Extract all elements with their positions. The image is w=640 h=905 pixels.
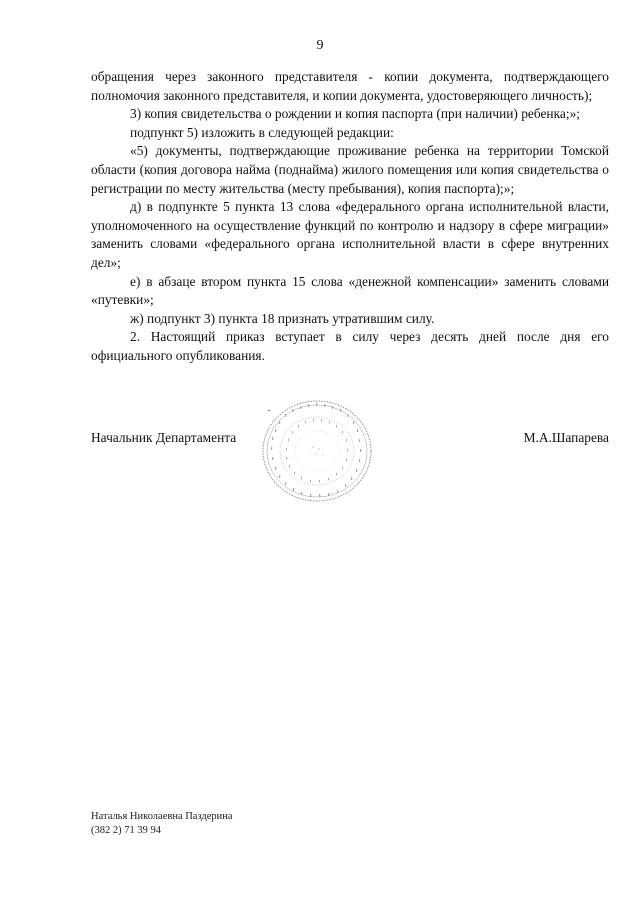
document-body (91, 68, 609, 366)
contact-phone: (382 2) 71 39 94 (91, 824, 161, 836)
page-number: 9 (316, 38, 324, 53)
body-paragraph: обращения через законного представителя - копии документа, подтверждающего полномочия законного представителя, и копии документа, удостоверяющего личность); (91, 69, 609, 103)
body-paragraph: д) в подпункте 5 пункта 13 слова «федерального органа исполнительной власти, уполномоченного на осуществление функций по контролю и надзору в сфере миграции» заменить словами «федерального органа исполнительной власти в сфере внутренних дел»; (91, 199, 609, 270)
signature-block (91, 429, 609, 447)
body-paragraph: подпункт 5) изложить в следующей редакции: (130, 124, 394, 140)
body-paragraph: 2. Настоящий приказ вступает в силу через десять дней после дня его официального опубликования. (91, 329, 609, 363)
official-seal-stamp (261, 399, 373, 503)
body-paragraph: 3) копия свидетельства о рождении и копия паспорта (при наличии) ребенка;»; (130, 106, 580, 122)
body-paragraph: е) в абзаце втором пункта 15 слова «денежной компенсации» заменить словами «путевки»; (91, 273, 609, 308)
signer-name: М.А.Шапарева (523, 430, 609, 445)
body-paragraph: «5) документы, подтверждающие проживание ребенка на территории Томской области (копия договора найма (поднайма) жилого помещения или копия свидетельства о регистрации по месту жительства (месту пребывания), копия паспорта);»; (91, 143, 609, 196)
contact-name: Наталья Николаевна Паздерина (91, 811, 233, 822)
seal-center-mark (309, 446, 323, 455)
body-paragraph: ж) подпункт 3) пункта 18 признать утратившим силу. (130, 310, 435, 326)
signer-title: Начальник Департамента (91, 430, 237, 445)
contact-block (91, 810, 233, 837)
